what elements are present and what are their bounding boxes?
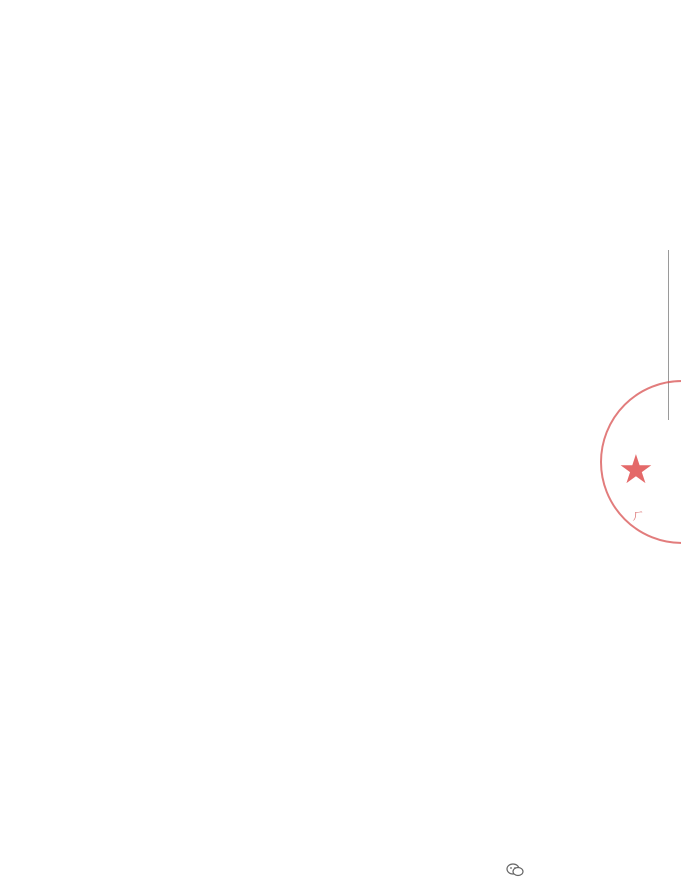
- seal-star-icon: ★: [618, 447, 654, 493]
- wechat-icon: [506, 863, 524, 877]
- watermark-footer: [506, 862, 530, 877]
- seal-fragment: ㄏ: [631, 508, 645, 524]
